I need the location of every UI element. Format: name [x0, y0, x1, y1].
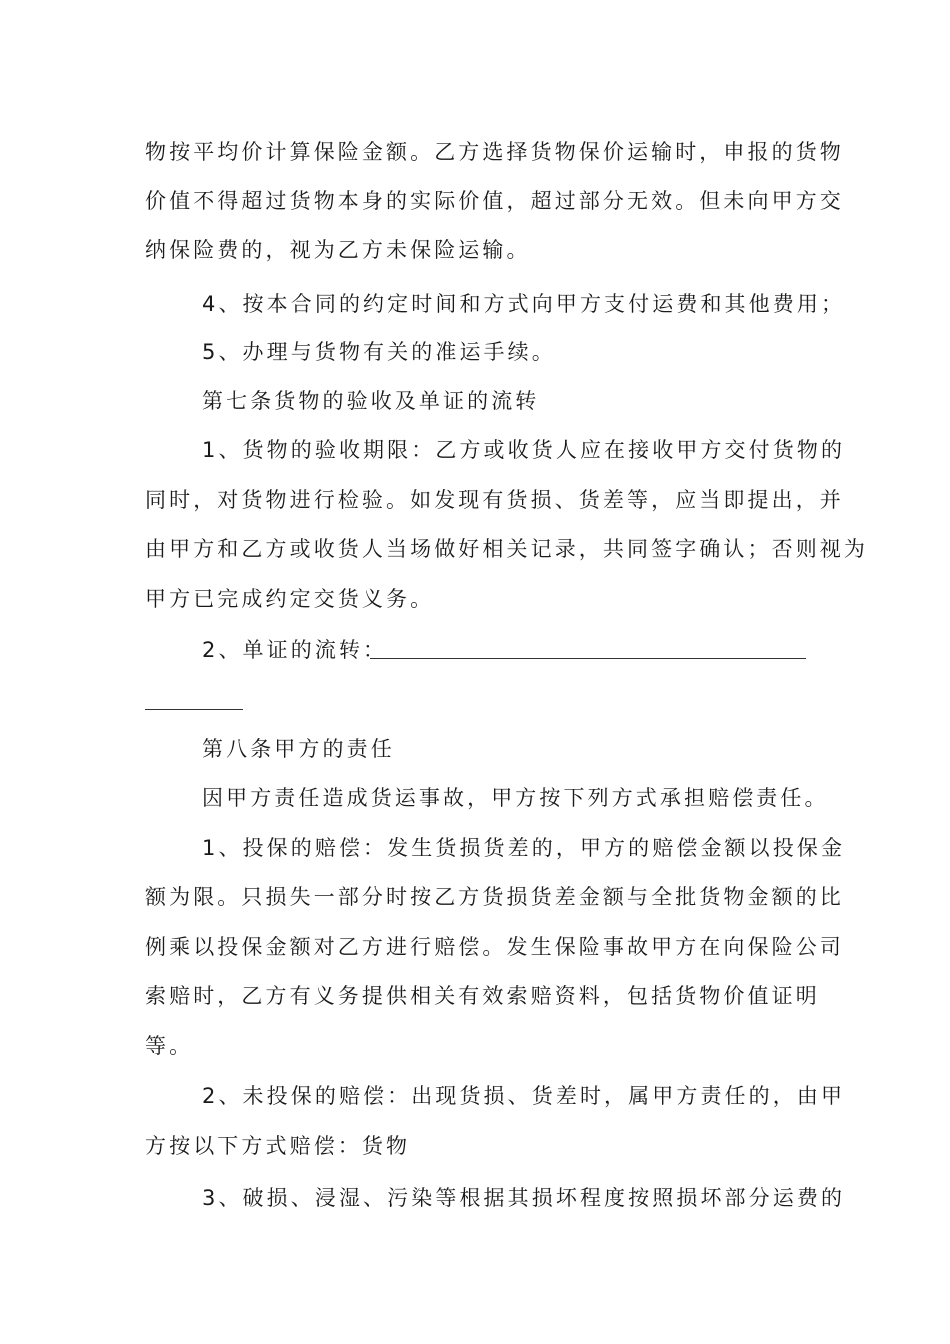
paragraph-line: 2、单证的流转： — [202, 638, 388, 662]
paragraph-line: 纳保险费的，视为乙方未保险运输。 — [145, 238, 531, 262]
paragraph-line: 由甲方和乙方或收货人当场做好相关记录，共同签字确认；否则视为 — [145, 537, 868, 561]
paragraph-line: 方按以下方式赔偿：货物 — [145, 1134, 411, 1158]
section-heading: 第八条甲方的责任 — [202, 737, 395, 761]
section-heading: 第七条货物的验收及单证的流转 — [202, 389, 540, 413]
paragraph-line: 因甲方责任造成货运事故，甲方按下列方式承担赔偿责任。 — [202, 786, 829, 810]
paragraph-line: 例乘以投保金额对乙方进行赔偿。发生保险事故甲方在向保险公司 — [145, 935, 844, 959]
fill-in-blank-line — [145, 709, 243, 710]
paragraph-line: 索赔时，乙方有义务提供相关有效索赔资料，包括货物价值证明 — [145, 984, 820, 1008]
paragraph-line: 等。 — [145, 1034, 194, 1058]
paragraph-line: 5、办理与货物有关的准运手续。 — [202, 340, 556, 364]
paragraph-line: 价值不得超过货物本身的实际价值，超过部分无效。但未向甲方交 — [145, 189, 844, 213]
paragraph-line: 物按平均价计算保险金额。乙方选择货物保价运输时，申报的货物 — [145, 140, 844, 164]
paragraph-line: 甲方已完成约定交货义务。 — [145, 587, 435, 611]
paragraph-line: 额为限。只损失一部分时按乙方货损货差金额与全批货物金额的比 — [145, 885, 844, 909]
fill-in-blank-line — [370, 658, 806, 659]
paragraph-line: 3、破损、浸湿、污染等根据其损坏程度按照损坏部分运费的 — [202, 1186, 846, 1210]
paragraph-line: 同时，对货物进行检验。如发现有货损、货差等，应当即提出，并 — [145, 488, 844, 512]
paragraph-line: 1、货物的验收期限：乙方或收货人应在接收甲方交付货物的 — [202, 438, 846, 462]
paragraph-line: 2、未投保的赔偿：出现货损、货差时，属甲方责任的，由甲 — [202, 1084, 846, 1108]
paragraph-line: 4、按本合同的约定时间和方式向甲方支付运费和其他费用； — [202, 292, 846, 316]
paragraph-line: 1、投保的赔偿：发生货损货差的，甲方的赔偿金额以投保金 — [202, 836, 846, 860]
